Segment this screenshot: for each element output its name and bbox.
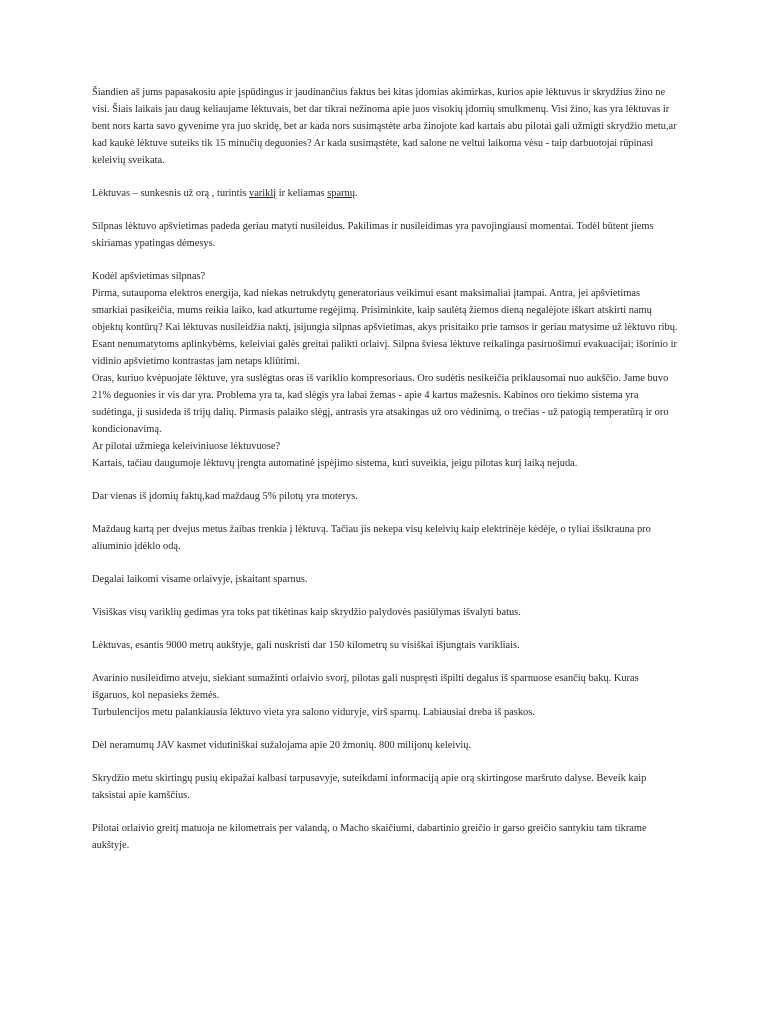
document-body (92, 84, 678, 870)
cabin-air-paragraph: Oras, kuriuo kvėpuojate lėktuve, yra suslėgtas oras iš variklio kompresoriaus. Oro sudėtis nesikeičia priklausomai nuo aukščio. Jame buvo 21% deguonies ir vis dar yra. Problema yra ta, kad slėgis yra labai žemas - apie 4 kartus mažesnis. Kabinos oro tiekimo sistema yra sudėtinga, ji susideda iš trijų dalių. Pirmasis palaiko slėgį, antrasis yra atsakingas už oro vėdinimą, o trečias - už patogią temperatūrą ir oro kondicionavimą. (92, 373, 669, 435)
intro-paragraph: Šiandien aš jums papasakosiu apie įspūdingus ir jaudinančius faktus bei kitas įdomias akimirkas, kurios apie lėktuvus ir skrydžius žino ne visi. Šiais laikais jau daug keliaujame lėktuvais, bet dar tikrai nežinoma apie juos visokių įdomių smulkmenų. Visi žino, kas yra lėktuvas ir bent nors karta savo gyvenime yra juo skridę, bet ar kada nors susimąstėte arba žinojote kad kartais abu pilotai gali užmigti skrydžio metu,ar kad kaukė lėktuve suteiks tik 15 minučių deguonies? Ar kada susimąstėte, kad salone ne veltui laikoma vėsu - taip darbuotojai rūpinasi keleivių sveikata. (92, 87, 677, 166)
definition-paragraph-block (92, 185, 678, 202)
fact-injuries: Dėl neramumų JAV kasmet vidutiniškai sužalojama apie 20 žmonių. 800 milijonų keleivių. (92, 740, 472, 751)
fact-emergency-landing: Avarinio nusileidimo atveju, siekiant sumažinti orlaivio svorį, pilotas gali nuspręsti išpilti degalus iš sparnuose esančių bakų. Kuras išgaruos, kol nepasieks žemės. (92, 673, 639, 701)
lighting-paragraph-block (92, 218, 678, 252)
fact-crew-talk: Skrydžio metu skirtingų pusių ekipažai kalbasi tarpusavyje, suteikdami informaciją apie orą skirtingose maršruto dalyse. Beveik kaip taksistai apie kamščius. (92, 773, 647, 801)
answer-dim-lighting: Pirma, sutaupoma elektros energija, kad niekas netrukdytų generatoriaus veikimui esant maksimaliai įtampai. Antra, jei apšvietimas smarkiai pasikeičia, mums reikia laiko, kad atkurtume regėjimą. Prisiminkite, kaip saulėtą žiemos dieną negalėjote iškart atskirti namų objektų kontūrų? Kai lėktuvas nusileidžia naktį, įsijungia silpnas apšvietimas, akys prisitaiko prie tamsos ir geriau matysime už lėktuvo ribų. Esant nenumatytoms aplinkybėms, keleiviai galės greitai palikti orlaivį. Silpna šviesa lėktuve reikalinga pasiruošimui evakuacijai; išorinio ir vidinio apšvietimo kontrastas jam netaps kliūtimi. (92, 288, 678, 367)
definition-text-before: Lėktuvas – sunkesnis už orą , turintis (92, 188, 249, 199)
fact-turbulence-seat: Turbulencijos metu palankiausia lėktuvo vieta yra salono viduryje, virš sparnų. Labiausiai dreba iš paskos. (92, 707, 535, 718)
fact-engine-failure: Visiškas visų variklių gedimas yra toks pat tikėtinas kaip skrydžio palydovės pasiūlymas išvalyti batus. (92, 607, 521, 618)
fact-lightning-block (92, 521, 678, 555)
fact-engine-failure-block (92, 604, 678, 621)
lighting-paragraph: Silpnas lėktuvo apšvietimas padeda geriau matyti nusileidus. Pakilimas ir nusileidimas yra pavojingiausi momentai. Todėl būtent jiems skiriamas ypatingas dėmesys. (92, 221, 654, 249)
fact-fuel: Degalai laikomi visame orlaivyje, įskaitant sparnus. (92, 574, 308, 585)
fact-fuel-block (92, 571, 678, 588)
definition-paragraph (92, 185, 678, 202)
fact-women-pilots: Dar vienas iš įdomių faktų,kad maždaug 5% pilotų yra moterys. (92, 491, 358, 502)
fact-glide: Lėktuvas, esantis 9000 metrų aukštyje, gali nuskristi dar 150 kilometrų su visiškai išjungtais varikliais. (92, 640, 520, 651)
answer-pilots-sleep: Kartais, tačiau daugumoje lėktuvų įrengta automatinė įspėjimo sistema, kuri suveikia, jeigu pilotas kurį laiką nejuda. (92, 458, 578, 469)
engine-link[interactable]: variklį (249, 188, 277, 199)
wings-link[interactable]: sparnų (327, 188, 355, 199)
fact-women-pilots-block (92, 488, 678, 505)
question-pilots-sleep: Ar pilotai užmiega keleiviniuose lėktuvuose? (92, 441, 281, 452)
fact-emergency-turbulence-block (92, 670, 678, 721)
fact-crew-talk-block (92, 770, 678, 804)
definition-text-after: . (354, 188, 358, 199)
fact-glide-block (92, 637, 678, 654)
intro-paragraph-block (92, 84, 678, 169)
question-why-dim-lighting: Kodėl apšvietimas silpnas? (92, 271, 206, 282)
fact-injuries-block (92, 737, 678, 754)
fact-mach-block (92, 820, 678, 854)
fact-mach: Pilotai orlaivio greitį matuoja ne kilometrais per valandą, o Macho skaičiumi, dabartinio greičio ir garso greičio santykiu tam tikrame aukštyje. (92, 823, 647, 851)
definition-text-middle: ir keliamas (276, 188, 328, 199)
fact-lightning: Maždaug kartą per dvejus metus žaibas trenkia į lėktuvą. Tačiau jis nekepa visų keleivių kaip elektrinėje kėdėje, o tyliai išsikrauna pro aliuminio įdėklo odą. (92, 524, 651, 552)
qa-section (92, 268, 678, 472)
